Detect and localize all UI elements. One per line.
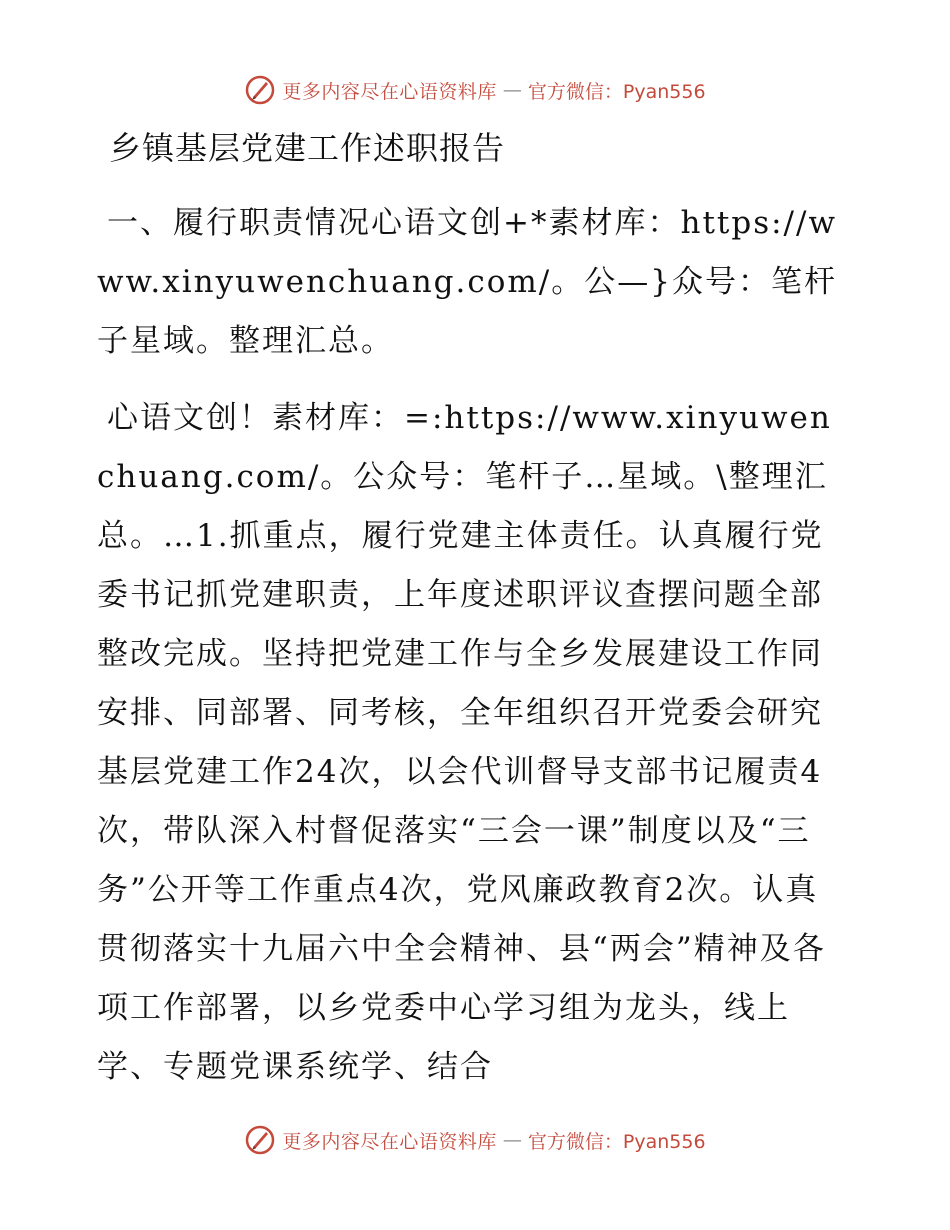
header-banner-wechat: 官方微信：Pyan556: [527, 80, 706, 103]
footer-banner-wechat: 官方微信：Pyan556: [527, 1130, 706, 1153]
footer-banner-text: 更多内容尽在心语资料库: [282, 1130, 497, 1153]
header-banner-text: 更多内容尽在心语资料库: [282, 80, 497, 103]
quill-pen-logo-icon: [244, 1124, 276, 1156]
footer-watermark-banner: [0, 1120, 950, 1160]
document-title: 乡镇基层党建工作述职报告: [109, 129, 506, 167]
document-body: [97, 120, 849, 1097]
quill-pen-logo-icon: [244, 74, 276, 106]
header-banner-separator: —: [502, 79, 522, 101]
paragraph-1: 一、履行职责情况心语文创+*素材库：https://www.xinyuwenchuang.com/。公—}众号：笔杆子星域。整理汇总。: [97, 205, 837, 359]
header-watermark-banner: [0, 70, 950, 110]
footer-banner-separator: —: [502, 1129, 522, 1151]
paragraph-2: 心语文创！素材库：=:https://www.xinyuwenchuang.com/。公众号：笔杆子…星域。\整理汇总。…1.抓重点，履行党建主体责任。认真履行党委书记抓党建职责，上年度述职评议查摆问题全部整改完成。坚持把党建工作与全乡发展建设工作同安排、同部署、同考核，全年组织召开党委会研究基层党建工作24次，以会代训督导支部书记履责4次，带队深入村督促落实“三会一课”制度以及“三务”公开等工作重点4次，党风廉政教育2次。认真贯彻落实十九届六中全会精神、县“两会”精神及各项工作部署，以乡党委中心学习组为龙头，线上学、专题党课系统学、结合: [97, 400, 832, 1085]
